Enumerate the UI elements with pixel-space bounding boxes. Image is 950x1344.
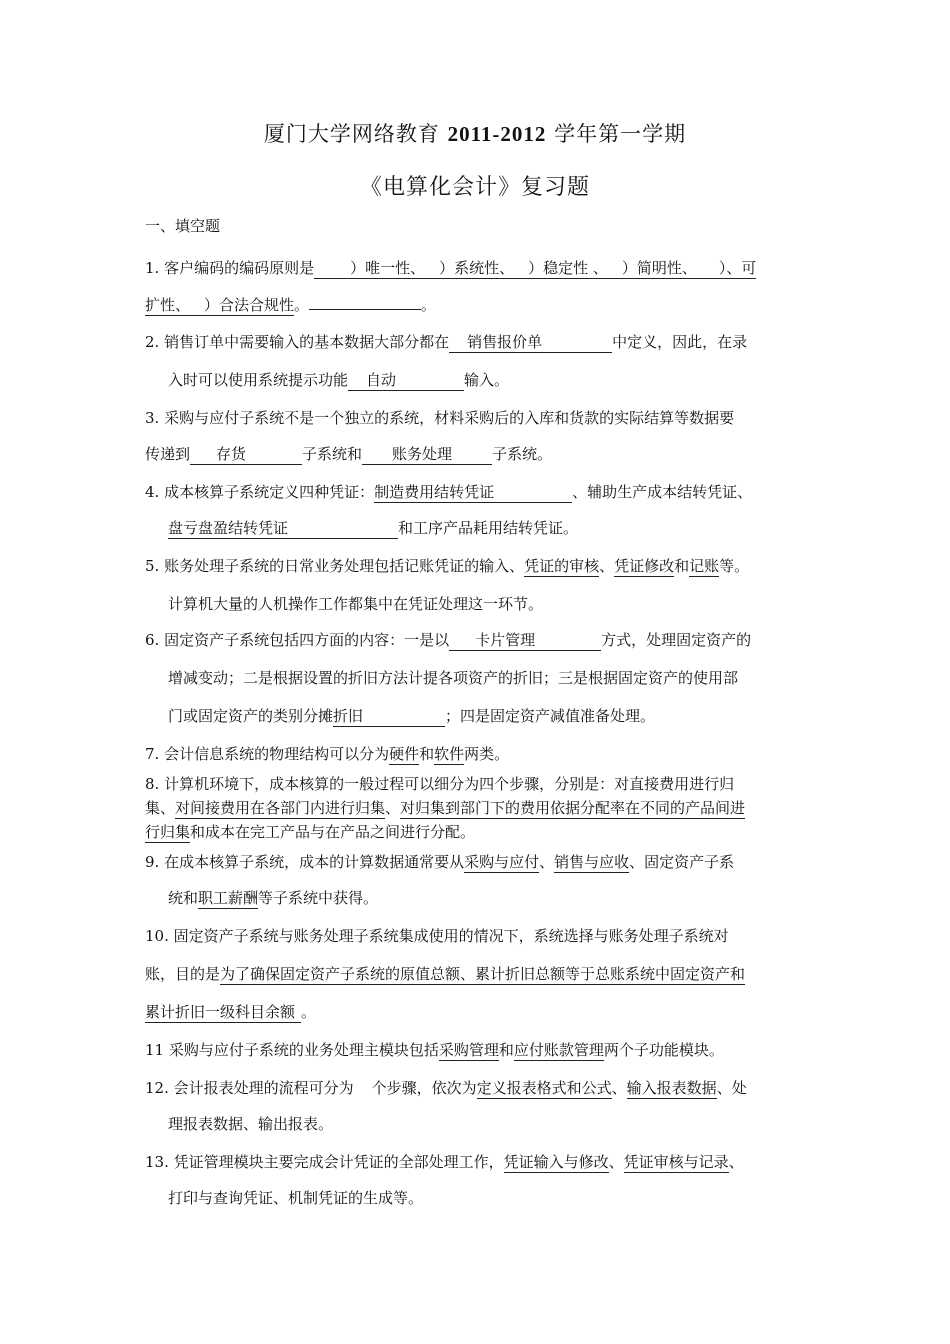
- q1-text: 1. 客户编码的编码原则是: [145, 259, 315, 277]
- q5-answer-2: 凭证修改: [614, 557, 675, 575]
- question-9-line-2: 统和职工薪酬等子系统中获得。: [168, 889, 379, 907]
- question-10-line-1: 10. 固定资产子系统与账务处理子系统集成使用的情况下，系统选择与账务处理子系统对: [145, 927, 729, 945]
- question-5-line-2: 计算机大量的人机操作工作都集中在凭证处理这一环节。: [168, 595, 544, 613]
- question-1-line-1: [145, 258, 810, 278]
- question-3-line-2: 传递到 存货 子系统和 账务处理 子系统。: [145, 445, 553, 463]
- q11-answer-2: 应付账款管理: [513, 1041, 604, 1059]
- question-13-line-1: 13. 凭证管理模块主要完成会计凭证的全部处理工作，凭证输入与修改、凭证审核与记录、: [145, 1153, 744, 1171]
- q12-answer-2: 输入报表数据: [626, 1079, 717, 1097]
- q3-answer-2: 账务处理: [362, 445, 492, 465]
- q13-answer-2: 凭证审核与记录: [623, 1153, 729, 1171]
- q9-answer-2: 销售与应收: [554, 853, 630, 871]
- section-heading: 一、填空题: [145, 217, 221, 235]
- question-3-line-1: 3. 采购与应付子系统不是一个独立的系统，材料采购后的入库和货款的实际结算等数据要: [145, 409, 735, 427]
- question-12-line-1: 12. 会计报表处理的流程可分为 个步骤，依次为定义报表格式和公式、输入报表数据、处: [145, 1079, 747, 1097]
- q8-answer-3: 行归集: [145, 823, 191, 841]
- q11-answer-1: 采购管理: [438, 1041, 499, 1059]
- question-2-line-1: 2. 销售订单中需要输入的基本数据大部分都在 销售报价单 中定义，因此，在录: [145, 333, 748, 351]
- title-year: 2011-2012: [447, 122, 547, 146]
- title-suffix: 学年第一学期: [554, 122, 687, 146]
- q10-answer-1: 为了确保固定资产子系统的原值总额、累计折旧总额等于总账系统中固定资产和: [220, 965, 746, 983]
- question-13-line-2: 打印与查询凭证、机制凭证的生成等。: [168, 1189, 424, 1207]
- document-subtitle: 《电算化会计》复习题: [359, 175, 590, 200]
- question-6-line-1: 6. 固定资产子系统包括四方面的内容：一是以 卡片管理 方式，处理固定资产的: [145, 631, 752, 649]
- q1-answer-underline-2: 扩性、 ）合法合规性: [145, 296, 295, 314]
- q4-answer-2: 盘亏盘盈结转凭证: [168, 519, 398, 539]
- q6-answer-1: 卡片管理: [449, 631, 601, 651]
- q3-answer-1: 存货: [190, 445, 302, 465]
- title-prefix: 厦门大学网络教育: [263, 122, 440, 146]
- question-10-line-2: 账，目的是为了确保固定资产子系统的原值总额、累计折旧总额等于总账系统中固定资产和: [145, 965, 746, 983]
- q5-answer-1: 凭证的审核: [524, 557, 600, 575]
- question-6-line-3: 门或固定资产的类别分摊折旧 ；四是固定资产减值准备处理。: [168, 707, 656, 725]
- question-9-line-1: 9. 在成本核算子系统，成本的计算数据通常要从采购与应付、销售与应收、固定资产子系: [145, 853, 735, 871]
- document-title: [0, 118, 950, 148]
- question-8-line-1: 8. 计算机环境下，成本核算的一般过程可以细分为四个步骤，分别是：对直接费用进行归: [145, 775, 735, 793]
- question-2-line-2: 入时可以使用系统提示功能 自动 输入。: [168, 371, 510, 389]
- q7-answer-2: 软件: [434, 745, 465, 763]
- q2-answer-2: 自动: [348, 371, 464, 391]
- q6-answer-2: 折旧: [333, 707, 445, 727]
- question-12-line-2: 理报表数据、输出报表。: [168, 1115, 334, 1133]
- question-4-line-1: 4. 成本核算子系统定义四种凭证：制造费用结转凭证 、辅助生产成本结转凭证、: [145, 483, 753, 501]
- question-6-line-2: 增减变动；二是根据设置的折旧方法计提各项资产的折旧；三是根据固定资产的使用部: [168, 669, 739, 687]
- q9-answer-1: 采购与应付: [464, 853, 540, 871]
- q8-answer-2: 对归集到部门下的费用依据分配率在不同的产品间进: [400, 799, 746, 817]
- question-4-line-2: 盘亏盘盈结转凭证 和工序产品耗用结转凭证。: [168, 519, 579, 537]
- answer-blank: [309, 294, 421, 310]
- question-7-line-1: 7. 会计信息系统的物理结构可以分为硬件和软件两类。: [145, 745, 510, 763]
- question-5-line-1: 5. 账务处理子系统的日常业务处理包括记账凭证的输入、凭证的审核、凭证修改和记账等。: [145, 557, 750, 575]
- q10-answer-2: 累计折旧一级科目余额: [145, 1003, 301, 1023]
- q7-answer-1: 硬件: [389, 745, 420, 763]
- q4-answer-1: 制造费用结转凭证: [374, 483, 572, 503]
- q2-answer-1: 销售报价单: [449, 333, 612, 353]
- question-8-line-2: 集、对间接费用在各部门内进行归集、对归集到部门下的费用依据分配率在不同的产品间进: [145, 799, 746, 817]
- q1-answer-underline: ）唯一性、 ）系统性、 ）稳定性 、 ）简明性、 ）、可: [314, 259, 756, 279]
- question-11-line-1: 11 采购与应付子系统的业务处理主模块包括采购管理和应付账款管理两个子功能模块。: [145, 1041, 724, 1059]
- q13-answer-1: 凭证输入与修改: [503, 1153, 609, 1171]
- question-1-line-2: 扩性、 ）合法合规性。 。: [145, 296, 437, 314]
- q8-answer-1: 对间接费用在各部门内进行归集: [175, 799, 386, 817]
- q9-answer-3: 职工薪酬: [198, 889, 259, 907]
- q12-answer-1: 定义报表格式和公式: [476, 1079, 612, 1097]
- question-10-line-3: 累计折旧一级科目余额 。: [145, 1003, 317, 1021]
- q5-answer-3: 记账: [689, 557, 720, 575]
- question-8-line-3: 行归集和成本在完工产品与在产品之间进行分配。: [145, 823, 476, 841]
